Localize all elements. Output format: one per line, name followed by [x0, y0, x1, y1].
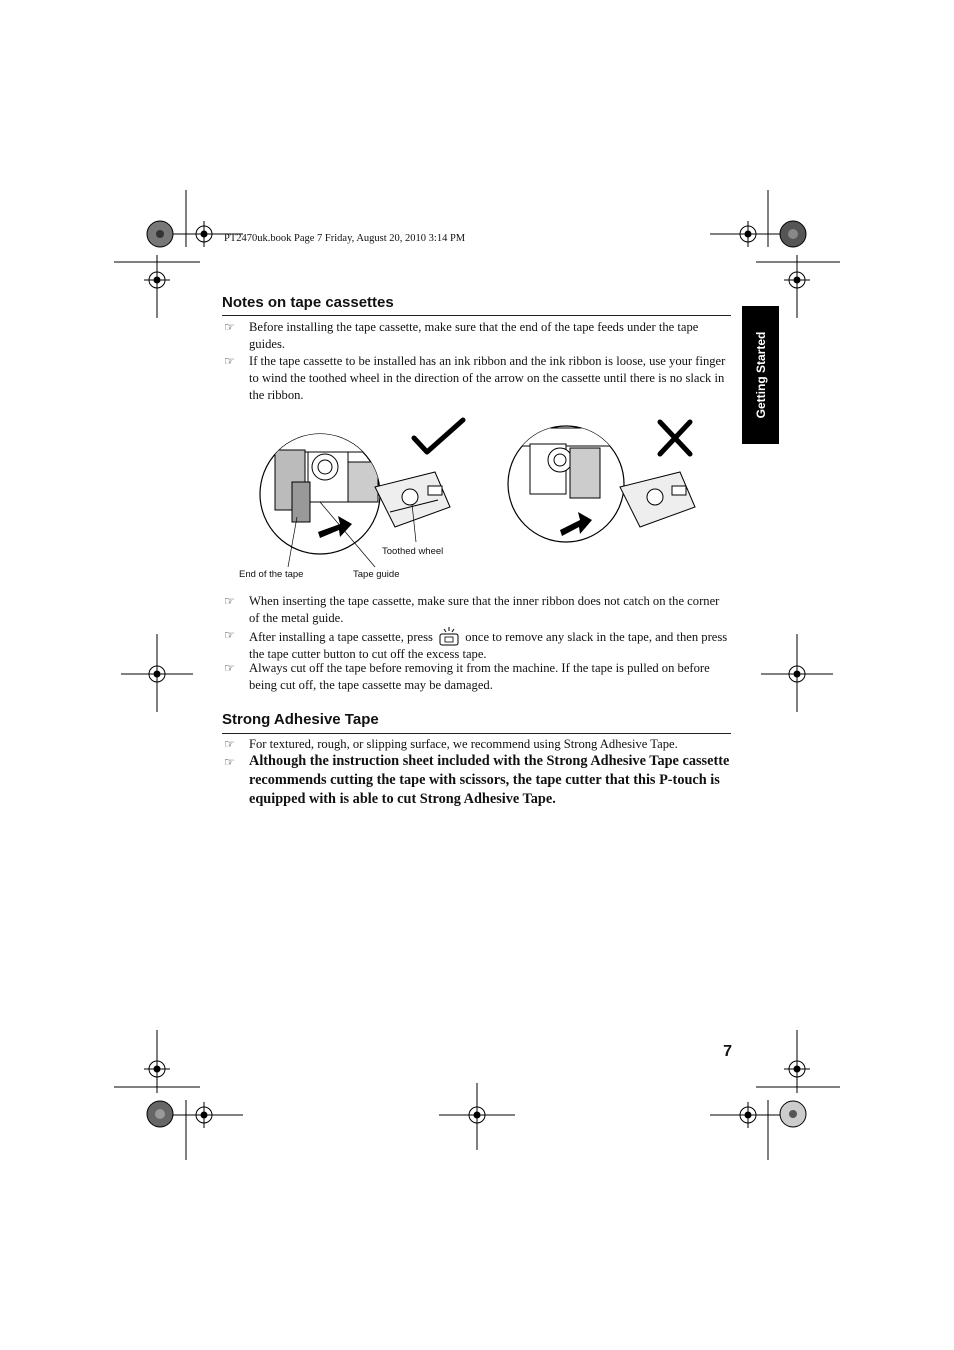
check-icon [414, 420, 463, 452]
section-rule [222, 315, 731, 316]
label-tape-guide: Tape guide [353, 569, 400, 580]
bullet-text: Always cut off the tape before removing it from the machine. If the tape is pulled on before being cut off, the tape cassette may be damaged. [249, 661, 710, 692]
bullet-icon: ☞ [224, 661, 235, 675]
bullet-icon: ☞ [224, 755, 235, 769]
section-title-notes: Notes on tape cassettes [222, 294, 394, 311]
radial-mark-bottom-left [147, 1101, 173, 1127]
bullet-text-bold: Although the instruction sheet included with the Strong Adhesive Tape cassette recommends cutting the tape with scissors, the tape cutter that this P-touch is equipped with is able to cut Strong Adhesive Tape. [249, 753, 730, 807]
bullet-text [249, 627, 731, 663]
bullet-icon: ☞ [224, 594, 235, 608]
side-tab [742, 306, 779, 444]
bullet-text-part: once to remove any slack in the tape, and then press the tape cutter button to cut off the excess tape. [249, 630, 728, 661]
bullet-icon: ☞ [224, 354, 235, 368]
radial-mark-top-right [780, 221, 806, 247]
incorrect-illustration [508, 422, 695, 542]
bullet-icon: ☞ [224, 737, 235, 751]
bullet-icon: ☞ [224, 320, 235, 334]
bullet-text: When inserting the tape cassette, make sure that the inner ribbon does not catch on the corner of the metal guide. [249, 594, 720, 625]
page-number: 7 [723, 1043, 732, 1060]
bullet-text-part: After installing a tape cassette, press [249, 630, 433, 644]
radial-mark-top-left [147, 221, 173, 247]
label-end-of-tape: End of the tape [239, 569, 304, 580]
feed-key-icon [438, 627, 460, 646]
correct-illustration [260, 420, 463, 567]
bullet-text: For textured, rough, or slipping surface, we recommend using Strong Adhesive Tape. [249, 737, 678, 751]
file-info-line: PT2470uk.book Page 7 Friday, August 20, 2010 3:14 PM [224, 233, 466, 244]
bullet-text: Before installing the tape cassette, make sure that the end of the tape feeds under the tape guides. [249, 320, 699, 351]
section-rule [222, 733, 731, 734]
bullet-icon: ☞ [224, 628, 235, 642]
tape-cassette-figure [230, 412, 720, 587]
side-tab-label: Getting Started [753, 331, 768, 419]
cross-icon [660, 422, 690, 454]
label-toothed-wheel: Toothed wheel [382, 546, 444, 557]
radial-mark-bottom-right [780, 1101, 806, 1127]
section-title-strong-adhesive: Strong Adhesive Tape [222, 711, 379, 728]
bullet-text: If the tape cassette to be installed has an ink ribbon and the ink ribbon is loose, use your finger to wind the toothed wheel in the direction of the arrow on the cassette until there is no slack in the ribbon. [249, 354, 726, 402]
